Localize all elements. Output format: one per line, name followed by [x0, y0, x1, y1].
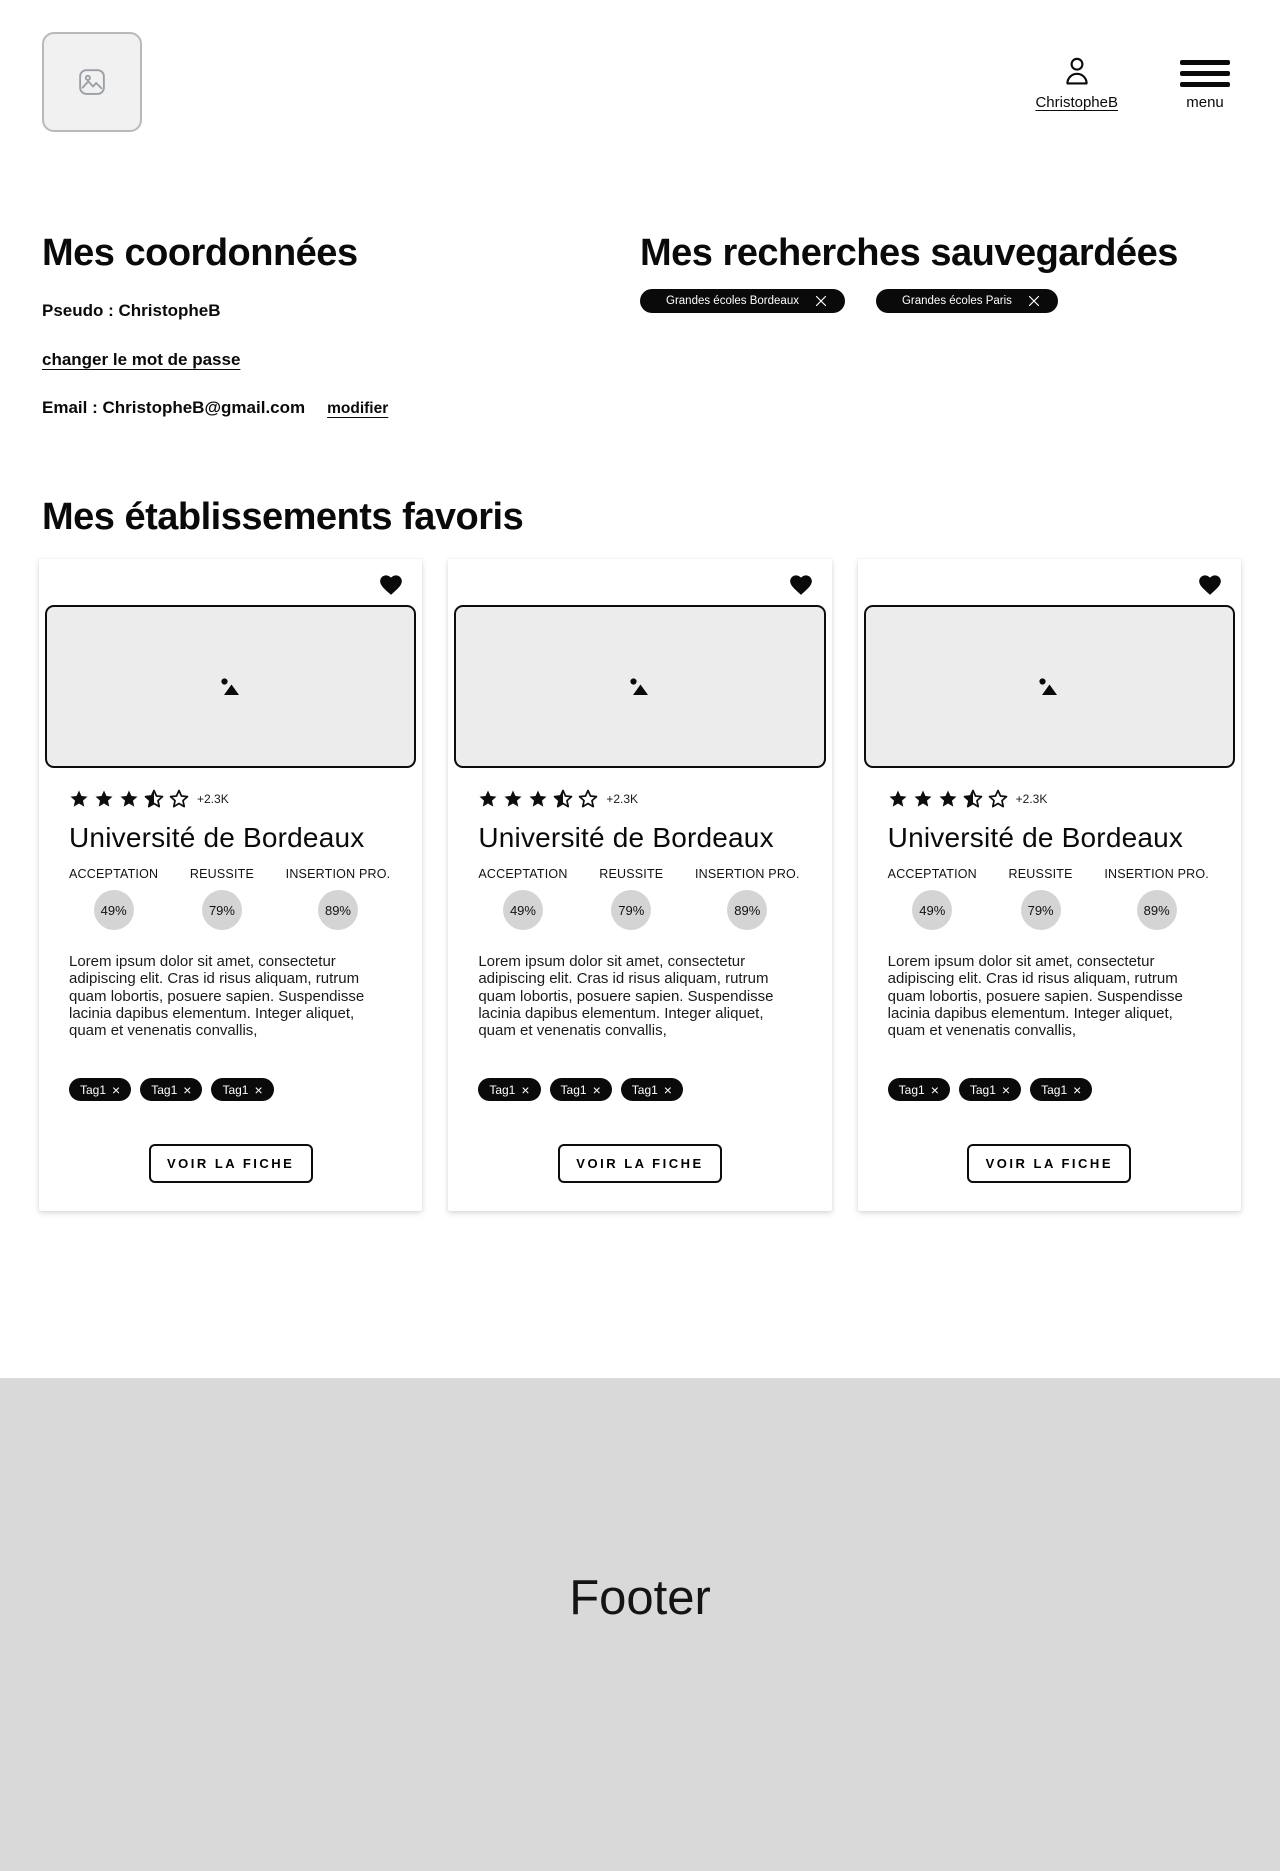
rating-stars [69, 789, 392, 809]
site-logo[interactable] [42, 32, 142, 132]
stat-reussite [599, 867, 663, 930]
tag-label: Tag1 [489, 1082, 516, 1097]
tag-pill [69, 1078, 131, 1101]
stat-value-circle: 89% [727, 890, 767, 930]
stat-value-circle: 79% [611, 890, 651, 930]
change-password-link[interactable]: changer le mot de passe [42, 350, 241, 369]
menu-label: menu [1186, 94, 1224, 111]
card-title: Université de Bordeaux [478, 822, 774, 853]
star-half-icon [144, 789, 164, 809]
image-placeholder-icon [627, 677, 653, 697]
rating-count: +2.3K [1015, 792, 1048, 806]
saved-search-pill [876, 289, 1058, 313]
stat-insertion [1104, 867, 1209, 930]
stat-label: ACCEPTATION [887, 867, 977, 881]
coordonnees-title: Mes coordonnées [42, 232, 358, 274]
stat-value-circle: 79% [1021, 890, 1061, 930]
card-body [448, 768, 831, 1183]
star-full-icon [478, 789, 498, 809]
account-overview [0, 232, 1280, 418]
stat-label: REUSSITE [189, 867, 255, 881]
star-full-icon [119, 789, 139, 809]
close-x-icon [1028, 295, 1040, 307]
image-placeholder-icon [218, 677, 244, 697]
header [0, 0, 1280, 132]
card-title: Université de Bordeaux [887, 822, 1184, 853]
stat-reussite [190, 867, 254, 930]
favorite-heart-button[interactable] [39, 559, 422, 605]
view-details-button[interactable]: VOIR LA FICHE [967, 1144, 1131, 1183]
image-placeholder-icon [77, 67, 107, 97]
pseudo-text: Pseudo : ChristopheB [42, 301, 221, 320]
star-full-icon [528, 789, 548, 809]
star-full-icon [888, 789, 908, 809]
stat-value-circle: 79% [202, 890, 242, 930]
tag-label: Tag1 [151, 1082, 178, 1097]
recherches-section [640, 232, 1238, 313]
favorite-cards [0, 559, 1280, 1211]
tag-pill [478, 1078, 540, 1101]
saved-searches [640, 289, 1238, 313]
card-image-placeholder [864, 605, 1235, 768]
heart-icon [1197, 572, 1223, 596]
card-body [39, 768, 422, 1183]
tags-row [888, 1078, 1211, 1101]
tag-label: Tag1 [222, 1082, 249, 1097]
rating-stars [888, 789, 1211, 809]
remove-tag-button[interactable]: × [1001, 1081, 1011, 1098]
favorite-heart-button[interactable] [448, 559, 831, 605]
tag-pill [959, 1078, 1021, 1101]
stat-label: ACCEPTATION [478, 867, 568, 881]
star-empty-icon [578, 789, 598, 809]
stat-label: REUSSITE [1008, 867, 1073, 881]
footer-label: Footer [569, 1571, 711, 1625]
star-full-icon [69, 789, 89, 809]
remove-tag-button[interactable]: × [254, 1081, 263, 1098]
stat-value-circle: 49% [503, 890, 543, 930]
remove-tag-button[interactable]: × [930, 1081, 939, 1098]
close-x-icon [815, 295, 827, 307]
menu-button[interactable] [1180, 54, 1230, 111]
remove-search-button[interactable] [1026, 293, 1042, 309]
stats-row [69, 867, 392, 930]
tag-label: Tag1 [898, 1082, 925, 1097]
rating-stars [478, 789, 801, 809]
person-icon [1059, 54, 1095, 90]
remove-tag-button[interactable]: × [183, 1081, 192, 1098]
tag-label: Tag1 [631, 1082, 658, 1097]
saved-search-label: Grandes écoles Paris [901, 295, 1012, 307]
tag-pill [1030, 1078, 1092, 1101]
rating-count: +2.3K [197, 792, 229, 806]
tag-label: Tag1 [560, 1082, 587, 1097]
view-details-button[interactable]: VOIR LA FICHE [558, 1144, 722, 1183]
stat-insertion [286, 867, 391, 930]
tags-row [69, 1078, 392, 1101]
card-description: Lorem ipsum dolor sit amet, consectetur adipiscing elit. Cras id risus aliquam, rutrum quam lobortis, posuere sapien. Suspendisse lacinia dapibus elementum. Integer aliquet, quam et venenatis convallis, [478, 953, 774, 1039]
tag-label: Tag1 [969, 1082, 996, 1097]
stat-label: INSERTION PRO. [694, 867, 800, 881]
star-full-icon [938, 789, 958, 809]
hamburger-icon [1180, 54, 1230, 87]
card-title: Université de Bordeaux [69, 822, 365, 853]
stat-reussite [1009, 867, 1073, 930]
stat-value-circle: 49% [912, 890, 952, 930]
favorite-card [448, 559, 831, 1211]
rating-count: +2.3K [606, 792, 639, 806]
star-full-icon [913, 789, 933, 809]
username-link[interactable]: ChristopheB [1035, 94, 1118, 111]
star-empty-icon [988, 789, 1008, 809]
heart-icon [378, 572, 404, 596]
stat-acceptation [69, 867, 158, 930]
stat-value-circle: 49% [94, 890, 134, 930]
tag-pill [621, 1078, 683, 1101]
remove-tag-button[interactable]: × [112, 1081, 121, 1098]
remove-tag-button[interactable]: × [1073, 1081, 1082, 1098]
tags-row [478, 1078, 801, 1101]
stats-row [888, 867, 1211, 930]
favoris-title: Mes établissements favoris [42, 496, 524, 538]
email-row [42, 398, 640, 418]
card-description: Lorem ipsum dolor sit amet, consectetur adipiscing elit. Cras id risus aliquam, rutrum quam lobortis, posuere sapien. Suspendisse lacinia dapibus elementum. Integer aliquet, quam et venenatis convallis, [69, 953, 365, 1039]
stat-acceptation [478, 867, 567, 930]
star-empty-icon [169, 789, 189, 809]
heart-icon [788, 572, 814, 596]
tag-pill [888, 1078, 950, 1101]
email-text: Email : ChristopheB@gmail.com [42, 398, 306, 417]
image-placeholder-icon [1036, 677, 1062, 697]
stat-insertion [695, 867, 800, 930]
favorite-heart-button[interactable] [858, 559, 1241, 605]
remove-search-button[interactable] [813, 293, 829, 309]
stat-label: ACCEPTATION [69, 867, 159, 881]
star-half-icon [963, 789, 983, 809]
card-image-placeholder [45, 605, 416, 768]
stat-label: INSERTION PRO. [1104, 867, 1209, 881]
stat-acceptation [888, 867, 977, 930]
user-account-button[interactable] [1035, 54, 1118, 111]
tag-pill [550, 1078, 612, 1101]
tag-label: Tag1 [1041, 1082, 1068, 1097]
card-body [858, 768, 1241, 1183]
star-full-icon [94, 789, 114, 809]
tag-pill [211, 1078, 273, 1101]
view-details-button[interactable]: VOIR LA FICHE [149, 1144, 313, 1183]
star-full-icon [503, 789, 523, 809]
tag-label: Tag1 [80, 1082, 107, 1097]
footer [0, 1378, 1280, 1871]
recherches-title: Mes recherches sauvegardées [640, 232, 1178, 274]
saved-search-label: Grandes écoles Bordeaux [666, 295, 799, 307]
header-actions [1035, 32, 1238, 111]
stat-value-circle: 89% [318, 890, 358, 930]
modify-email-link[interactable]: modifier [327, 400, 389, 417]
card-description: Lorem ipsum dolor sit amet, consectetur adipiscing elit. Cras id risus aliquam, rutrum quam lobortis, posuere sapien. Suspendisse lacinia dapibus elementum. Integer aliquet, quam et venenatis convallis, [887, 953, 1183, 1039]
remove-tag-button[interactable]: × [663, 1081, 672, 1098]
stat-label: REUSSITE [599, 867, 664, 881]
coordonnees-section [42, 232, 640, 418]
saved-search-pill [640, 289, 845, 313]
stat-label: INSERTION PRO. [285, 867, 391, 881]
tag-pill [140, 1078, 202, 1101]
stat-value-circle: 89% [1137, 890, 1177, 930]
stats-row [478, 867, 801, 930]
remove-tag-button[interactable]: × [521, 1081, 530, 1098]
remove-tag-button[interactable]: × [592, 1081, 601, 1098]
favorite-card [39, 559, 422, 1211]
card-image-placeholder [454, 605, 825, 768]
star-half-icon [553, 789, 573, 809]
favorite-card [858, 559, 1241, 1211]
